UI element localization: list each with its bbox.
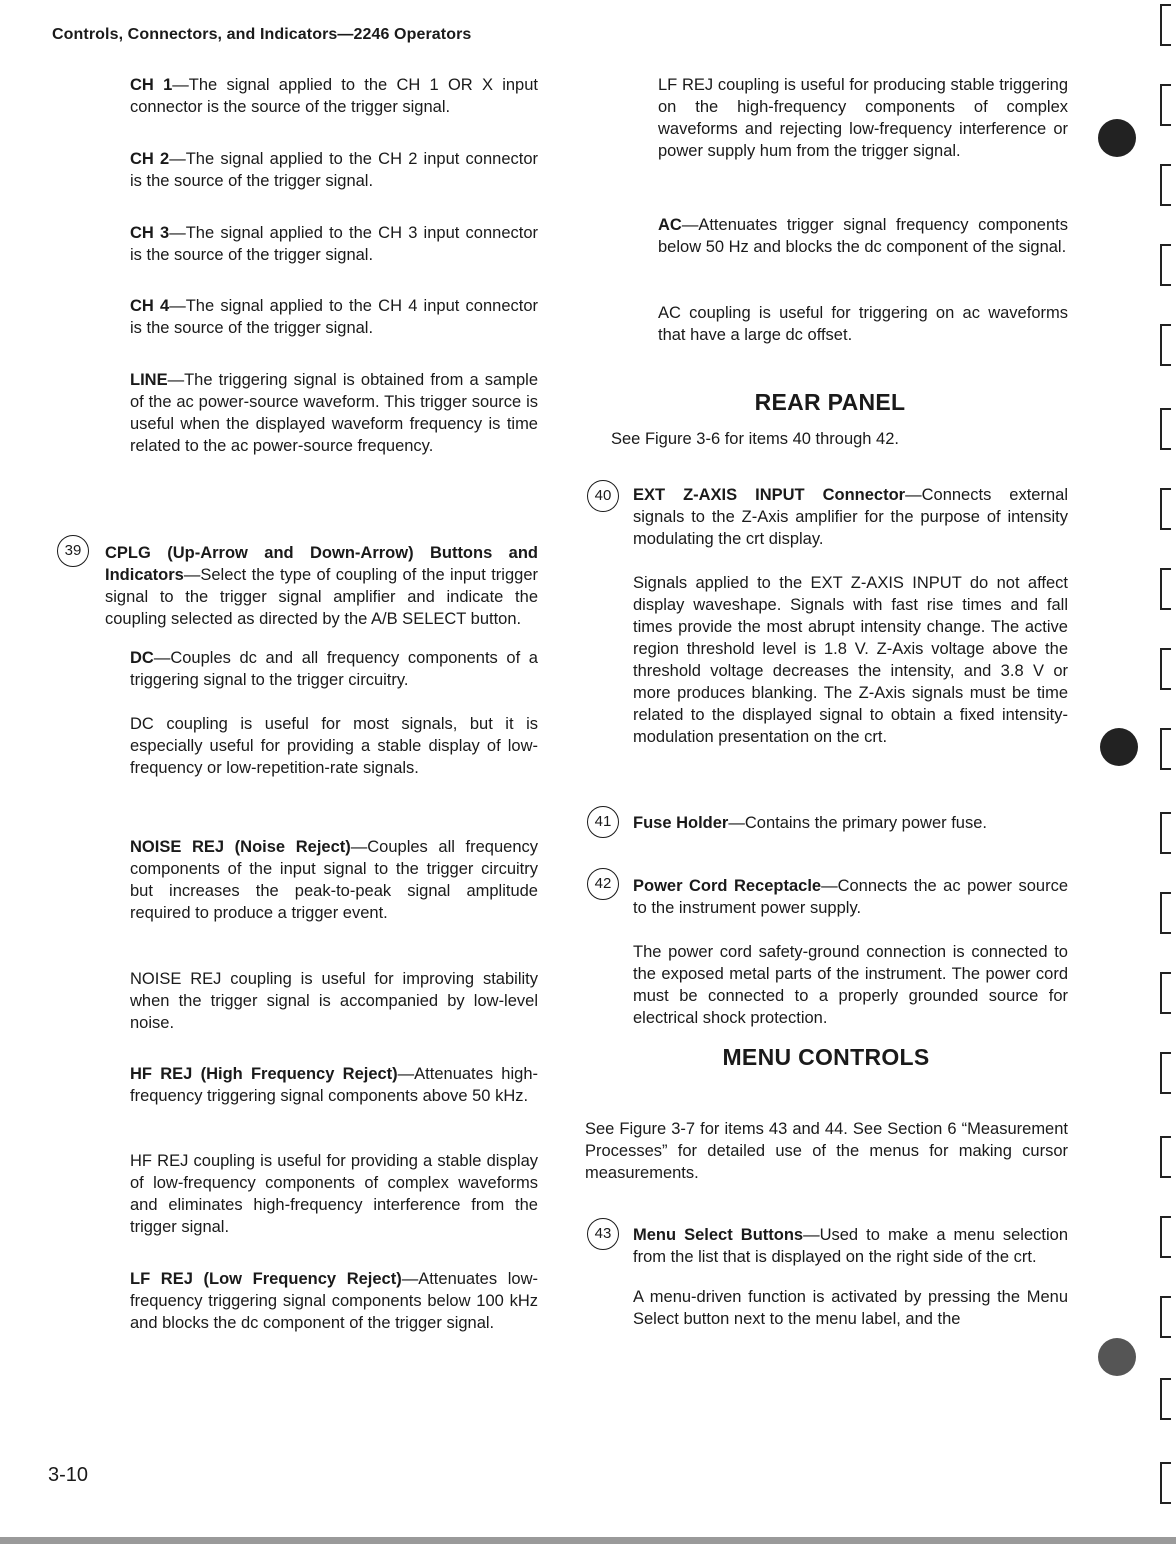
item-39-badge: 39 [57, 535, 89, 567]
lf-rej-term: LF REJ (Low Frequency Reject) [130, 1270, 402, 1288]
noise-rej-term: NOISE REJ (Noise Reject) [130, 838, 351, 856]
binder-bracket [1160, 1296, 1171, 1338]
ch4-term: CH 4 [130, 297, 170, 315]
ch1-term: CH 1 [130, 76, 173, 94]
rear-panel-heading: REAR PANEL [754, 389, 906, 415]
ch1-paragraph [130, 74, 538, 118]
menu-controls-heading: MENU CONTROLS [722, 1044, 930, 1070]
hf-rej-usage-paragraph: HF REJ coupling is useful for providing a stable display of low-frequency components of complex waveforms and eliminates high-frequency interference from the trigger signal. [130, 1152, 538, 1236]
binder-hole [1100, 728, 1138, 766]
item-39-text: —Select the type of coupling of the input trigger signal to the trigger signal amplifier and indicate the coupling selected as directed by the A/B SELECT button. [105, 566, 538, 628]
item-41-badge: 41 [587, 806, 619, 838]
noise-rej-paragraph [130, 836, 538, 924]
binder-bracket [1160, 728, 1171, 770]
dc-text: —Couples dc and all frequency components of a triggering signal to the trigger circuitry. [130, 649, 538, 689]
rear-panel-intro: See Figure 3-6 for items 40 through 42. [611, 430, 899, 448]
line-paragraph [130, 369, 538, 457]
item-41-paragraph [633, 812, 1068, 834]
binder-bracket [1160, 1216, 1171, 1258]
dc-paragraph [130, 647, 538, 691]
item-40-detail: Signals applied to the EXT Z-AXIS INPUT do not affect display waveshape. Signals with fast rise times and fall times provide the most abrupt intensity change. The active region threshold level is 1.8 V. Z-Axis voltage above the threshold voltage decreases the intensity, and 3.8 V or more produces blanking. The Z-Axis signals must be time related to the displayed signal to obtain a fixed intensity-modulation presentation on the crt. [633, 574, 1068, 746]
ch1-text: —The signal applied to the CH 1 OR X input connector is the source of the trigger signal. [130, 76, 538, 116]
binder-bracket [1160, 84, 1171, 126]
binder-bracket [1160, 812, 1171, 854]
item-41-title: Fuse Holder [633, 814, 729, 832]
hf-rej-term: HF REJ (High Frequency Reject) [130, 1065, 398, 1083]
binder-bracket [1160, 4, 1171, 46]
ac-text: —Attenuates trigger signal frequency components below 50 Hz and blocks the dc component of the signal. [658, 216, 1068, 256]
page-number: 3-10 [48, 1464, 89, 1486]
dc-term: DC [130, 649, 154, 667]
item-40-badge: 40 [587, 480, 619, 512]
lf-rej-usage-paragraph: LF REJ coupling is useful for producing stable triggering on the high-frequency components of complex waveforms and rejecting low-frequency interference or power supply hum from the trigger signal. [658, 76, 1068, 160]
binder-bracket [1160, 1378, 1171, 1420]
binder-bracket [1160, 244, 1171, 286]
ch3-term: CH 3 [130, 224, 170, 242]
binder-bracket [1160, 648, 1171, 690]
lf-rej-paragraph [130, 1268, 538, 1334]
item-42-badge: 42 [587, 868, 619, 900]
dc-usage-paragraph: DC coupling is useful for most signals, but it is especially useful for providing a stable display of low-frequency or low-repetition-rate signals. [130, 715, 538, 777]
hf-rej-paragraph [130, 1063, 538, 1107]
binder-bracket [1160, 488, 1171, 530]
binder-bracket [1160, 164, 1171, 206]
item-43-text: —Used to make a menu selection from the list that is displayed on the right side of the crt. [633, 1226, 1068, 1266]
item-42-paragraph [633, 875, 1068, 919]
ch4-paragraph [130, 295, 538, 339]
binder-hole [1098, 1338, 1136, 1376]
hf-rej-text: —Attenuates high-frequency triggering signal components above 50 kHz. [130, 1065, 538, 1105]
binder-hole [1098, 119, 1136, 157]
noise-rej-text: —Couples all frequency components of the input signal to the trigger circuitry but increases the peak-to-peak signal amplitude required to produce a trigger event. [130, 838, 538, 922]
ch3-paragraph [130, 222, 538, 266]
binder-bracket [1160, 1136, 1171, 1178]
item-42-text: —Connects the ac power source to the instrument power supply. [633, 877, 1069, 917]
lf-rej-text: —Attenuates low-frequency triggering signal components below 100 kHz and blocks the dc component of the trigger signal. [130, 1270, 538, 1332]
ch3-text: —The signal applied to the CH 3 input connector is the source of the trigger signal. [130, 224, 538, 264]
running-header: Controls, Connectors, and Indicators—2246 Operators [52, 26, 472, 43]
binder-bracket [1160, 568, 1171, 610]
item-43-paragraph [633, 1224, 1068, 1268]
line-term: LINE [130, 371, 168, 389]
item-41-text: —Contains the primary power fuse. [728, 814, 987, 832]
ch2-text: —The signal applied to the CH 2 input connector is the source of the trigger signal. [130, 150, 538, 190]
item-43-title: Menu Select Buttons [633, 1226, 804, 1244]
binder-bracket [1160, 324, 1171, 366]
item-42-title: Power Cord Receptacle [633, 877, 822, 895]
item-40-text: —Connects external signals to the Z-Axis amplifier for the purpose of intensity modulating the crt display. [633, 486, 1068, 548]
binder-bracket [1160, 892, 1171, 934]
noise-rej-usage-paragraph: NOISE REJ coupling is useful for improving stability when the trigger signal is accompanied by low-level noise. [130, 970, 538, 1032]
binder-bracket [1160, 408, 1171, 450]
binder-bracket [1160, 1052, 1171, 1094]
page-bottom-edge [0, 1537, 1176, 1544]
item-39-paragraph [105, 542, 538, 630]
ac-term: AC [658, 216, 682, 234]
binder-bracket [1160, 1462, 1171, 1504]
item-40-paragraph [633, 484, 1068, 550]
item-42-detail: The power cord safety-ground connection is connected to the exposed metal parts of the instrument. The power cord must be connected to a properly grounded source for electrical shock protection. [633, 943, 1068, 1027]
menu-controls-intro: See Figure 3-7 for items 43 and 44. See Section 6 “Measurement Processes” for detailed use of the menus for making cursor measurements. [585, 1120, 1068, 1182]
item-43-detail: A menu-driven function is activated by pressing the Menu Select button next to the menu label, and the [633, 1288, 1068, 1328]
ac-paragraph [658, 214, 1068, 258]
ch2-term: CH 2 [130, 150, 170, 168]
ac-usage-paragraph: AC coupling is useful for triggering on ac waveforms that have a large dc offset. [658, 304, 1068, 344]
ch2-paragraph [130, 148, 538, 192]
ch4-text: —The signal applied to the CH 4 input connector is the source of the trigger signal. [130, 297, 538, 337]
binder-bracket [1160, 972, 1171, 1014]
line-text: —The triggering signal is obtained from a sample of the ac power-source waveform. This trigger source is useful when the displayed waveform frequency is time related to the ac power-source frequency. [130, 371, 538, 455]
item-43-badge: 43 [587, 1218, 619, 1250]
item-40-title: EXT Z-AXIS INPUT Connector [633, 486, 906, 504]
item-39-title: CPLG (Up-Arrow and Down-Arrow) Buttons and Indicators [105, 544, 538, 584]
